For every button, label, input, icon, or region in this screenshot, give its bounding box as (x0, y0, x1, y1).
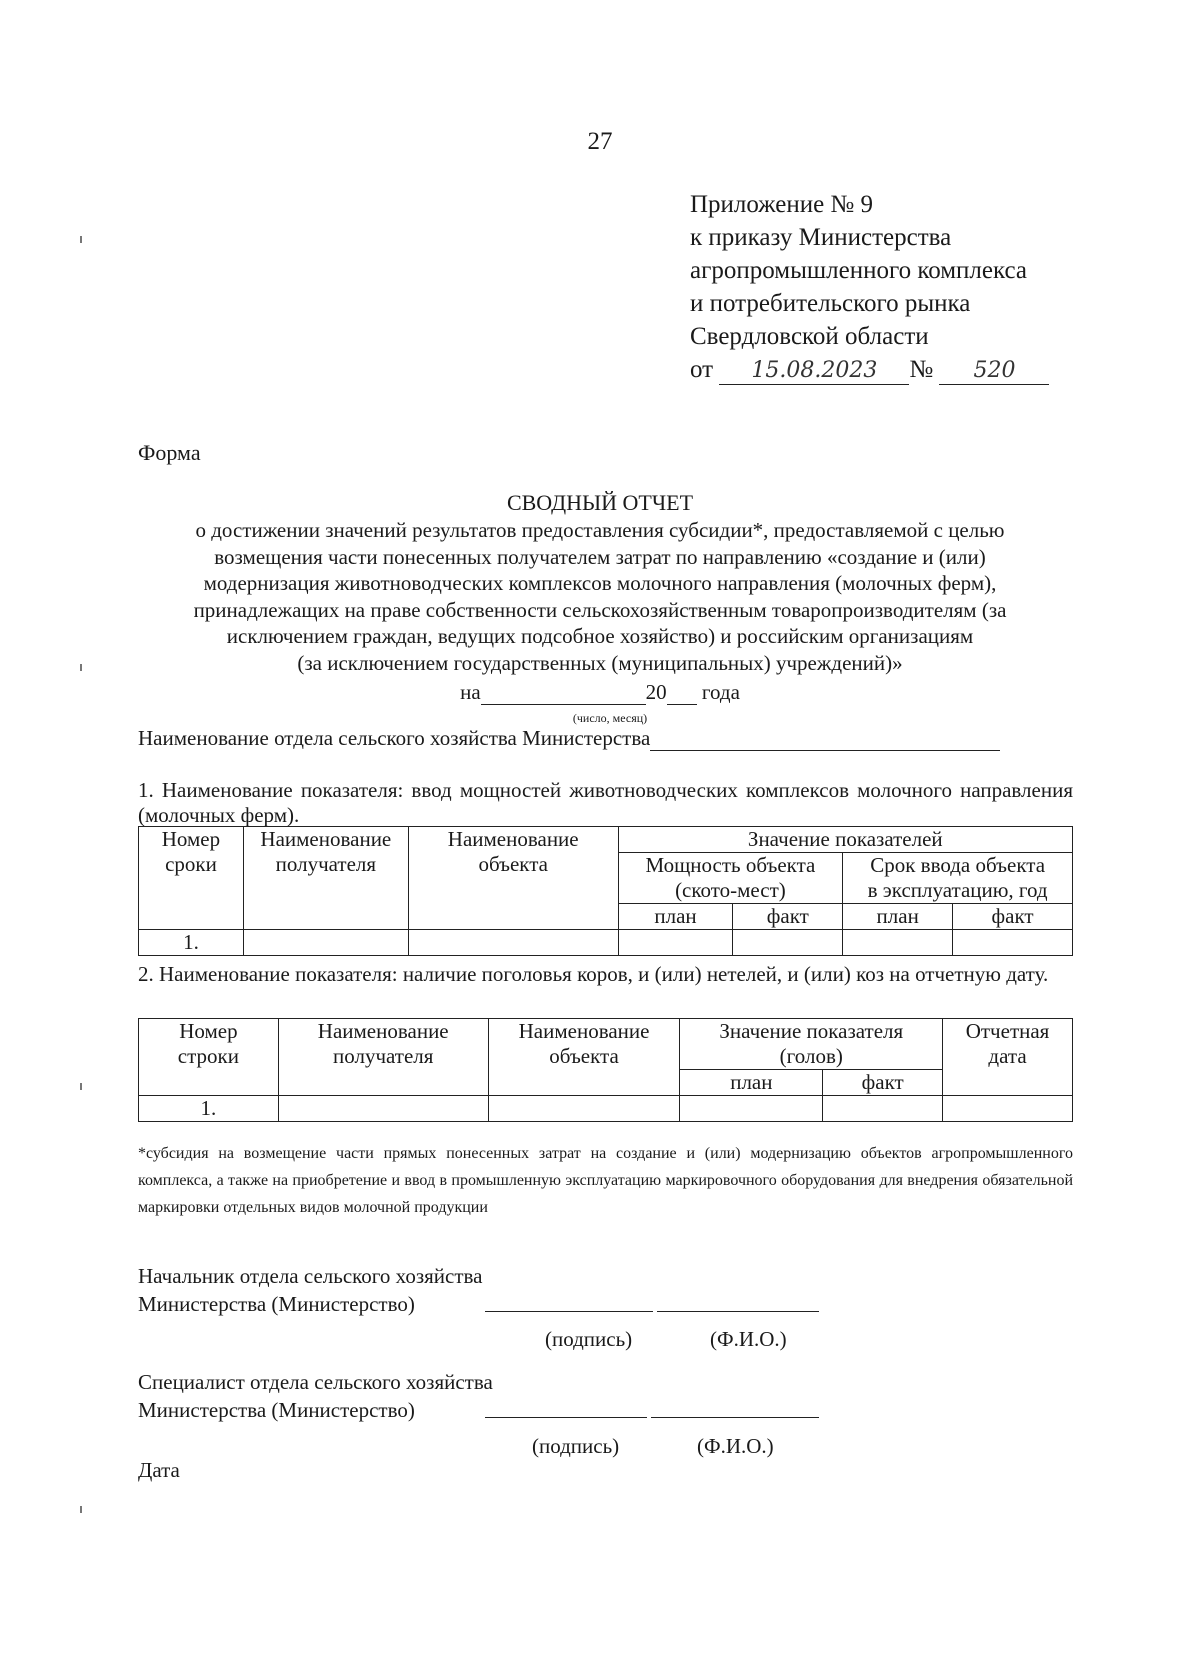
description-line: (за исключением государственных (муниципальных) учреждений)» (297, 650, 903, 675)
table-row (139, 1096, 1073, 1122)
table-cell[interactable] (943, 1096, 1073, 1122)
col-header-report-date: Отчетная дата (943, 1019, 1073, 1096)
description-line: о достижении значений результатов предоставления субсидии*, предоставляемой с целью (195, 518, 1005, 542)
date-prefix: на (460, 680, 481, 704)
col-header-plan: план (680, 1070, 823, 1096)
col-header-value: Значение показателя (голов) (680, 1019, 943, 1070)
signature-caption: (подпись) (545, 1327, 633, 1351)
number-label: № (909, 356, 934, 383)
signature-role-line1: Специалист отдела сельского хозяйства (138, 1370, 493, 1394)
appendix-date-line (690, 353, 1049, 386)
form-label: Форма (138, 440, 201, 465)
col-header-plan: план (843, 904, 953, 930)
appendix-line: агропромышленного комплекса (690, 257, 1028, 284)
appendix-line: к приказу Министерства (690, 224, 952, 251)
table-cell: 1. (139, 1096, 279, 1122)
col-header-object: Наименование объекта (408, 827, 618, 930)
signature-caption: (подпись) (532, 1434, 620, 1458)
indicator-2-table (138, 1018, 1073, 1122)
col-header-capacity: Мощность объекта (ското-мест) (618, 853, 843, 904)
col-header-object: Наименование объекта (488, 1019, 680, 1096)
department-blank[interactable] (650, 730, 1000, 751)
table-cell[interactable] (680, 1096, 823, 1122)
table-cell: 1. (139, 930, 244, 956)
col-header-plan: план (618, 904, 733, 930)
signature-role-line1: Начальник отдела сельского хозяйства (138, 1264, 483, 1288)
col-header-recipient: Наименование получателя (243, 827, 408, 930)
signature-field[interactable] (485, 1291, 653, 1312)
col-header-fact: факт (823, 1070, 943, 1096)
signature-lines-1 (485, 1291, 819, 1312)
col-header-row-number: Номер строки (139, 1019, 279, 1096)
footnote: *субсидия на возмещение части прямых понесенных затрат на создание и (или) модернизацию объектов агропромышленного комплекса, а также на приобретение и ввод в промышленную эксплуатацию маркировочного оборудования для внедрения обязательной маркировки отдельных видов молочной продукции (138, 1145, 1073, 1216)
table-cell[interactable] (953, 930, 1073, 956)
indicator-2-text: 2. Наименование показателя: наличие поголовья коров, и (или) нетелей, и (или) коз на отчетную дату. (138, 962, 1049, 986)
date-caption: (число, месяц) (572, 711, 648, 725)
appendix-line: и потребительского рынка (690, 290, 971, 317)
page-number: 27 (587, 128, 613, 155)
appendix-line: Свердловской области (690, 323, 929, 350)
col-header-values: Значение показателей (618, 827, 1072, 853)
handwritten-date: 15.08.2023 (719, 358, 909, 385)
signature-block-specialist (138, 1368, 493, 1424)
table-cell[interactable] (843, 930, 953, 956)
date-blank[interactable] (481, 684, 646, 705)
description-line: принадлежащих на праве собственности сельскохозяйственным товаропроизводителям (за (193, 597, 1007, 622)
date-suffix: года (701, 680, 740, 704)
col-header-fact: факт (953, 904, 1073, 930)
scan-mark (80, 1506, 82, 1513)
appendix-line: Приложение № 9 (690, 191, 874, 218)
col-header-recipient: Наименование получателя (278, 1019, 488, 1096)
description-line: модернизация животноводческих комплексов молочного направления (молочных ферм), (203, 571, 997, 595)
scan-mark (80, 236, 82, 243)
department-label: Наименование отдела сельского хозяйства Министерства (138, 726, 651, 750)
indicator-1-table (138, 826, 1073, 956)
handwritten-number: 520 (939, 358, 1049, 385)
scan-mark (80, 1083, 82, 1090)
table-cell[interactable] (278, 1096, 488, 1122)
table-cell[interactable] (488, 1096, 680, 1122)
from-label: от (690, 356, 714, 383)
table-cell[interactable] (618, 930, 733, 956)
col-header-commission: Срок ввода объекта в эксплуатацию, год (843, 853, 1073, 904)
signature-lines-2 (485, 1397, 819, 1418)
table-cell[interactable] (823, 1096, 943, 1122)
signature-role-line2: Министерства (Министерство) (138, 1398, 415, 1422)
table-cell[interactable] (243, 930, 408, 956)
name-field[interactable] (651, 1397, 819, 1418)
table-cell[interactable] (408, 930, 618, 956)
year-prefix: 20 (645, 680, 667, 704)
date-label: Дата (138, 1458, 180, 1482)
signature-block-head (138, 1262, 482, 1318)
description-line: исключением граждан, ведущих подсобное хозяйство) и российским организациям (226, 624, 974, 648)
scan-mark (80, 664, 82, 671)
name-caption: (Ф.И.О.) (697, 1434, 774, 1458)
name-caption: (Ф.И.О.) (710, 1327, 787, 1351)
appendix-header (690, 188, 1049, 386)
year-blank[interactable] (667, 684, 697, 705)
report-date-line (0, 680, 1200, 705)
description-line: возмещения части понесенных получателем затрат по направлению «создание и (или) (214, 544, 986, 569)
signature-role-line2: Министерства (Министерство) (138, 1292, 415, 1316)
table-cell[interactable] (733, 930, 843, 956)
col-header-row-number: Номер сроки (139, 827, 244, 930)
department-line (138, 726, 1000, 751)
table-row (139, 930, 1073, 956)
indicator-1-text: 1. Наименование показателя: ввод мощностей животноводческих комплексов молочного направления (молочных ферм). (138, 778, 1073, 827)
report-description (140, 517, 1060, 676)
col-header-fact: факт (733, 904, 843, 930)
report-title: СВОДНЫЙ ОТЧЕТ (506, 490, 694, 515)
name-field[interactable] (657, 1291, 819, 1312)
signature-field[interactable] (485, 1397, 647, 1418)
